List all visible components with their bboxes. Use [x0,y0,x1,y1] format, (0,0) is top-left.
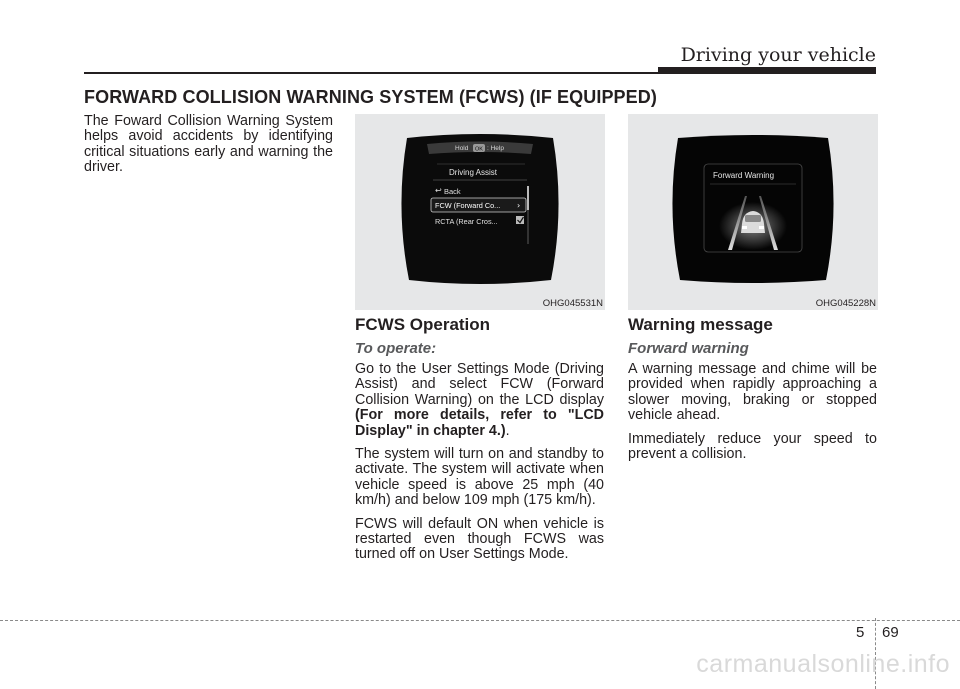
chapter-number: 5 [856,624,865,641]
to-operate-subheading: To operate: [355,340,437,357]
operation-paragraph-1-end: . [505,422,510,439]
operation-paragraph-3: FCWS will default ON when vehicle is restarted even though FCWS was turned off on User Settings Mode. [355,515,604,563]
menu-item-fcw: FCW (Forward Co... [435,201,501,210]
header-rule-thick [658,67,876,74]
warning-paragraph-2: Immediately reduce your speed to prevent a collision. [628,430,877,463]
menu-item-rcta: RCTA (Rear Cros... [435,217,498,226]
chevron-right-icon: › [517,201,521,210]
scrollbar-thumb [527,186,529,210]
footer-rule [0,620,960,621]
fcws-operation-heading: FCWS Operation [355,315,491,334]
page-number: 69 [882,624,899,641]
figure-code: OHG045531N [542,298,603,309]
watermark: carmanualsonline.info [696,650,950,678]
menu-title: Driving Assist [449,168,498,177]
figure-code: OHG045228N [815,298,876,309]
menu-back: Back [444,187,461,196]
cluster-menu-illustration [355,114,605,310]
operation-paragraph-2: The system will turn on and standby to activate. The system will activate when vehicle speed is above 25 mph (40 km/h) and below 109 mph (175 km/h). [355,446,604,509]
operation-paragraph-1-text: Go to the User Settings Mode (Driving Assist) and select FCW (Forward Collision Warning) on the LCD display [355,361,604,408]
operation-paragraph-1-reference: (For more details, refer to "LCD Display" in chapter 4.) [355,407,604,439]
figure-cluster-menu [355,114,605,310]
figure-forward-warning [628,114,878,310]
warning-message-heading: Warning message [628,315,773,334]
warning-title: Forward Warning [713,171,775,180]
help-label: : Help [487,145,504,152]
ok-badge-label: OK [475,146,483,153]
operation-paragraph-1 [355,362,604,439]
forward-warning-subheading: Forward warning [628,340,749,357]
intro-paragraph: The Foward Collision Warning System helps avoid accidents by identifying critical situations early and warning the driver. [84,113,333,176]
hold-label: Hold [455,145,469,152]
warning-message-column [628,315,877,470]
fcws-operation-column [355,315,604,571]
back-arrow-icon: ↩ [435,186,442,195]
chapter-title: Driving your vehicle [680,44,876,66]
header-rule [84,72,658,74]
section-title: FORWARD COLLISION WARNING SYSTEM (FCWS) (IF EQUIPPED) [84,87,657,107]
warning-paragraph-1: A warning message and chime will be provided when rapidly approaching a slower moving, braking or stopped vehicle ahead. [628,361,877,424]
forward-warning-illustration [628,114,878,310]
intro-column [84,114,333,184]
